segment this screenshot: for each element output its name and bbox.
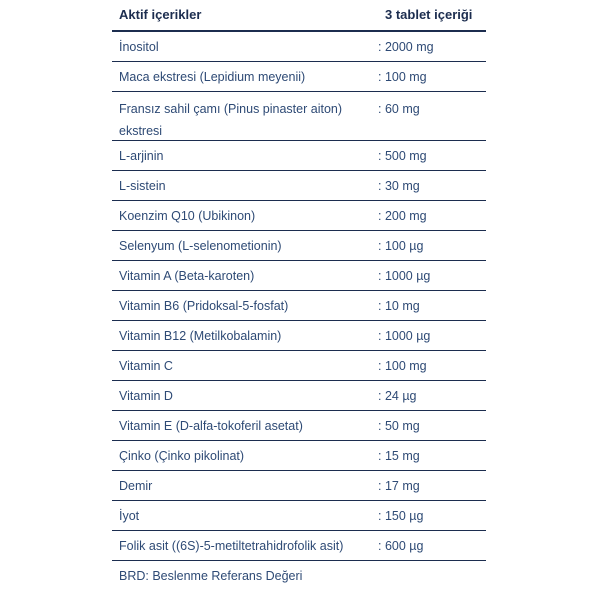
- table-row: [112, 471, 486, 501]
- table-row: [112, 501, 486, 531]
- ingredient-name: Vitamin B6 (Pridoksal-5-fosfat): [119, 298, 289, 313]
- ingredient-amount: : 17 mg: [378, 478, 420, 493]
- ingredient-amount: : 500 mg: [378, 148, 427, 163]
- table-row: [112, 171, 486, 201]
- ingredient-amount: : 100 µg: [378, 238, 424, 253]
- ingredient-amount: : 15 mg: [378, 448, 420, 463]
- table-footnote: BRD: Beslenme Referans Değeri: [119, 569, 303, 583]
- table-row: [112, 32, 486, 62]
- ingredient-amount: : 2000 mg: [378, 39, 434, 54]
- ingredient-name: Maca ekstresi (Lepidium meyenii): [119, 69, 306, 84]
- table-header: [112, 0, 486, 32]
- table-row: [112, 381, 486, 411]
- table-row: [112, 231, 486, 261]
- table-row: [112, 62, 486, 92]
- ingredient-name: Koenzim Q10 (Ubikinon): [119, 208, 256, 223]
- table-row: [112, 531, 486, 561]
- ingredient-name: Fransız sahil çamı (Pinus pinaster aiton) ekstresi: [119, 102, 343, 138]
- ingredient-amount: : 600 µg: [378, 538, 424, 553]
- ingredient-amount: : 100 mg: [378, 69, 427, 84]
- ingredient-name: Vitamin B12 (Metilkobalamin): [119, 328, 282, 343]
- ingredient-amount: : 200 mg: [378, 208, 427, 223]
- ingredient-amount: : 150 µg: [378, 508, 424, 523]
- ingredient-name: İyot: [119, 508, 140, 523]
- header-ingredient: Aktif içerikler: [119, 7, 202, 22]
- table-row: [112, 291, 486, 321]
- ingredient-amount: : 30 mg: [378, 178, 420, 193]
- table-row: [112, 351, 486, 381]
- ingredient-amount: : 60 mg: [378, 102, 420, 116]
- table-row: [112, 411, 486, 441]
- nutrition-table: [112, 0, 486, 591]
- ingredient-amount: : 1000 µg: [378, 328, 431, 343]
- table-row: [112, 92, 486, 141]
- ingredient-name: Vitamin C: [119, 358, 173, 373]
- ingredient-name: Vitamin E (D-alfa-tokoferil asetat): [119, 418, 303, 433]
- ingredient-name: İnositol: [119, 39, 159, 54]
- ingredient-name: Çinko (Çinko pikolinat): [119, 448, 245, 463]
- ingredient-name: Demir: [119, 478, 153, 493]
- ingredient-name: L-arjinin: [119, 148, 164, 163]
- table-row: [112, 261, 486, 291]
- ingredient-amount: : 10 mg: [378, 298, 420, 313]
- table-row: [112, 441, 486, 471]
- ingredient-name: Folik asit ((6S)-5-metiltetrahidrofolik asit): [119, 538, 344, 553]
- table-row: [112, 201, 486, 231]
- header-amount: 3 tablet içeriği: [385, 7, 473, 22]
- ingredient-name: Vitamin D: [119, 388, 173, 403]
- table-row: [112, 321, 486, 351]
- ingredient-name: L-sistein: [119, 178, 166, 193]
- ingredient-amount: : 100 mg: [378, 358, 427, 373]
- ingredient-amount: : 50 mg: [378, 418, 420, 433]
- ingredient-amount: : 1000 µg: [378, 268, 431, 283]
- ingredient-name: Selenyum (L-selenometionin): [119, 238, 282, 253]
- ingredient-amount: : 24 µg: [378, 388, 417, 403]
- ingredient-name: Vitamin A (Beta-karoten): [119, 268, 255, 283]
- table-row: [112, 141, 486, 171]
